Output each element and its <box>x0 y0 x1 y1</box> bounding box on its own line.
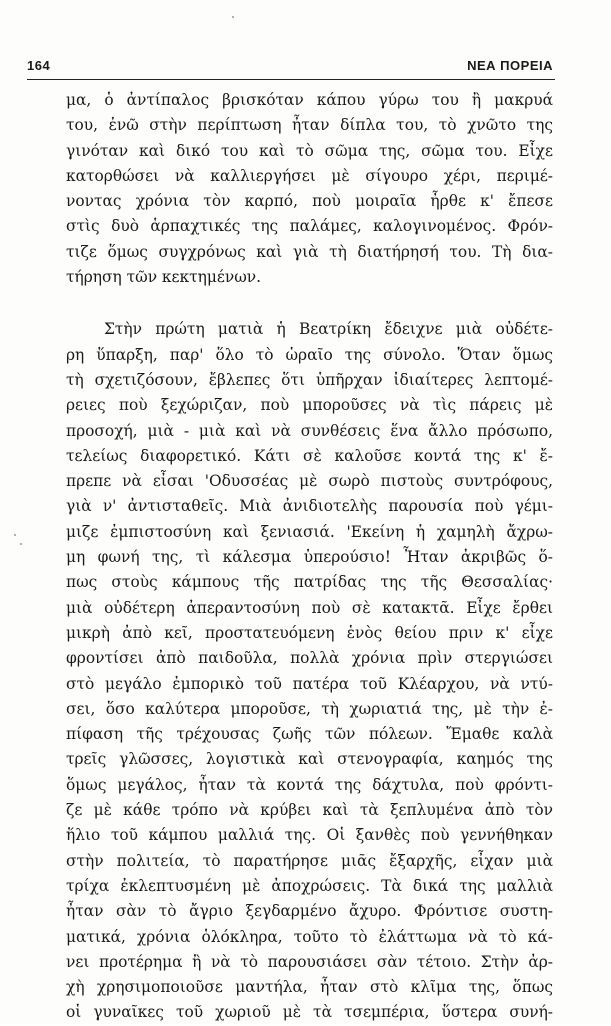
text-line: τὴ σχετιζόσουν, ἔβλεπες ὅτι ὑπῆρχαν ἰδιαίτερες λεπτομέ- <box>66 370 553 389</box>
text-line: πρεπε νὰ εἶσαι 'Οδυσσέας μὲ σωρὸ πιστοὺς συντρόφους, <box>66 472 553 491</box>
scan-speck <box>14 534 16 536</box>
text-line: του, ἐνῶ στὴν περίπτωση ἦταν δίπλα του, τὸ χνῶτο της <box>66 116 553 135</box>
text-line: χὴ χρησιμοποιοῦσε μαντήλα, ἦταν στὸ κλῖμα της, ὅπως <box>66 978 553 997</box>
text-line: γιὰ ν' ἀντισταθεῖς. Μιὰ ἀνιδιοτελὴς παρουσία ποὺ γέμι- <box>66 497 553 516</box>
text-line: προσοχή, μιὰ - μιὰ καὶ νὰ συνθέσεις ἕνα ἄλλο πρόσωπο, <box>66 421 553 440</box>
text-line: μικρὴ ἀπὸ κεῖ, προστατευόμενη ἑνὸς θείου πριν κ' εἶχε <box>66 623 553 642</box>
text-line: ρη ὕπαρξη, παρ' ὅλο τὸ ὡραῖο της σύνολο. Ὅταν ὅμως <box>66 345 553 364</box>
text-line: στὴν πολιτεία, τὸ παρατήρησε μιᾶς ἔξαρχῆς, εἶχαν μιὰ <box>66 851 553 870</box>
scan-speck <box>232 16 234 18</box>
text-line: γινόταν καὶ δικό του καὶ τὸ σῶμα της, σῶμα του. Εἶχε <box>66 141 553 160</box>
text-line: οἱ γυναῖκες τοῦ χωριοῦ μὲ τὰ τσεμπέρια, ὕστερα συνή- <box>66 1003 553 1022</box>
page-header <box>27 58 553 78</box>
text-line: τιζε ὅμως συγχρόνως καὶ γιὰ τὴ διατήρησή του. Τὴ δια- <box>66 242 553 261</box>
text-line: στὸ μεγάλο ἐμπορικὸ τοῦ πατέρα τοῦ Κλέαρχου, νὰ ντύ- <box>66 674 553 693</box>
text-line: νει προτέρημα ἢ νὰ τὸ παρουσιάσει σὰν τέτοιο. Στὴν ἀρ- <box>66 952 553 971</box>
text-line: μα, ὁ ἀντίπαλος βρισκόταν κάπου γύρω του ἢ μακρυά <box>66 91 553 109</box>
text-line: τήρηση τῶν κεκτημένων. <box>66 268 262 287</box>
text-line: μιὰ οὐδέτερη ἀπεραντοσύνη ποὺ σὲ κατακτᾶ. Εἶχε ἔρθει <box>66 598 553 617</box>
page-number: 164 <box>27 58 51 73</box>
text-line: ρειες ποὺ ξεχώριζαν, ποὺ μποροῦσες νὰ τὶς πάρεις μὲ <box>66 396 553 415</box>
header-rule <box>27 79 555 80</box>
text-line: τρίχα ἐκλεπτυσμένη μὲ ἀποχρώσεις. Τὰ δικά της μαλλιὰ <box>66 876 553 895</box>
scan-speck <box>20 543 22 545</box>
text-line: ματικά, χρόνια ὁλόκληρα, τοῦτο τὸ ἐλάττωμα νὰ τὸ κά- <box>66 927 553 946</box>
text-line: ζε μὲ κάθε τρόπο νὰ κρύβει καὶ τὰ ξεπλυμένα ἀπὸ τὸν <box>66 801 553 820</box>
paragraph-2 <box>66 317 553 1025</box>
text-line: μιζε ἐμπιστοσύνη καὶ ξενιασιά. 'Εκείνη ἡ χαμηλὴ ἄχρω- <box>66 522 553 541</box>
running-head: ΝΕΑ ΠΟΡΕΙΑ <box>467 58 553 73</box>
text-line: πως στοὺς κάμπους τῆς πατρίδας της τῆς Θεσσαλίας· <box>66 573 553 592</box>
text-line: ἦταν σὰν τὸ ἄγριο ξεγδαρμένο ἄχυρο. Φρόντισε συστη- <box>66 902 553 921</box>
text-line: κατορθώσει νὰ καλλιεργήσει μὲ σίγουρο χέρι, περιμέ- <box>66 166 553 185</box>
text-line: ἥλιο τοῦ κάμπου μαλλιά της. Οἱ ξανθὲς ποὺ γεννήθηκαν <box>66 826 553 845</box>
text-line: τελείως διαφορετικό. Κάτι σὲ καλοῦσε κοντά της κ' ἔ- <box>66 446 553 465</box>
text-line: φροντίσει ἀπὸ παιδοῦλα, πολλὰ χρόνια πρὶν στεργιώσει <box>66 649 553 668</box>
text-line: τρεῖς γλῶσσες, λογιστικὰ καὶ στενογραφία, καημός της <box>66 750 553 769</box>
body-text <box>66 88 553 1026</box>
text-line: ὅμως μεγάλος, ἦταν τὰ κοντά της δάχτυλα, ποὺ φρόντι- <box>66 775 553 794</box>
paragraph-1 <box>66 88 553 290</box>
text-line: στὶς δυὸ ἁρπαχτικές της παλάμες, καλογινομένος. Φρόν- <box>66 217 553 236</box>
text-line: μη φωνή της, τὶ κάλεσμα ὑπερούσιο! Ἦταν ἀκριβῶς ὅ- <box>66 548 553 567</box>
text-line: νοντας χρόνια τὸν καρπό, ποὺ μοιραῖα ἦρθε κ' ἔπεσε <box>66 192 553 211</box>
text-line: σει, ὅσο καλύτερα μποροῦσε, τὴ χωριατιά της, μὲ τὴν ἐ- <box>66 699 553 718</box>
text-line: πίφαση τῆς τρέχουσας ζωῆς τῶν πόλεων. Ἔμαθε καλὰ <box>66 725 553 744</box>
text-line: Στὴν πρώτη ματιὰ ἡ Βεατρίκη ἔδειχνε μιὰ οὐδέτε- <box>104 320 553 339</box>
